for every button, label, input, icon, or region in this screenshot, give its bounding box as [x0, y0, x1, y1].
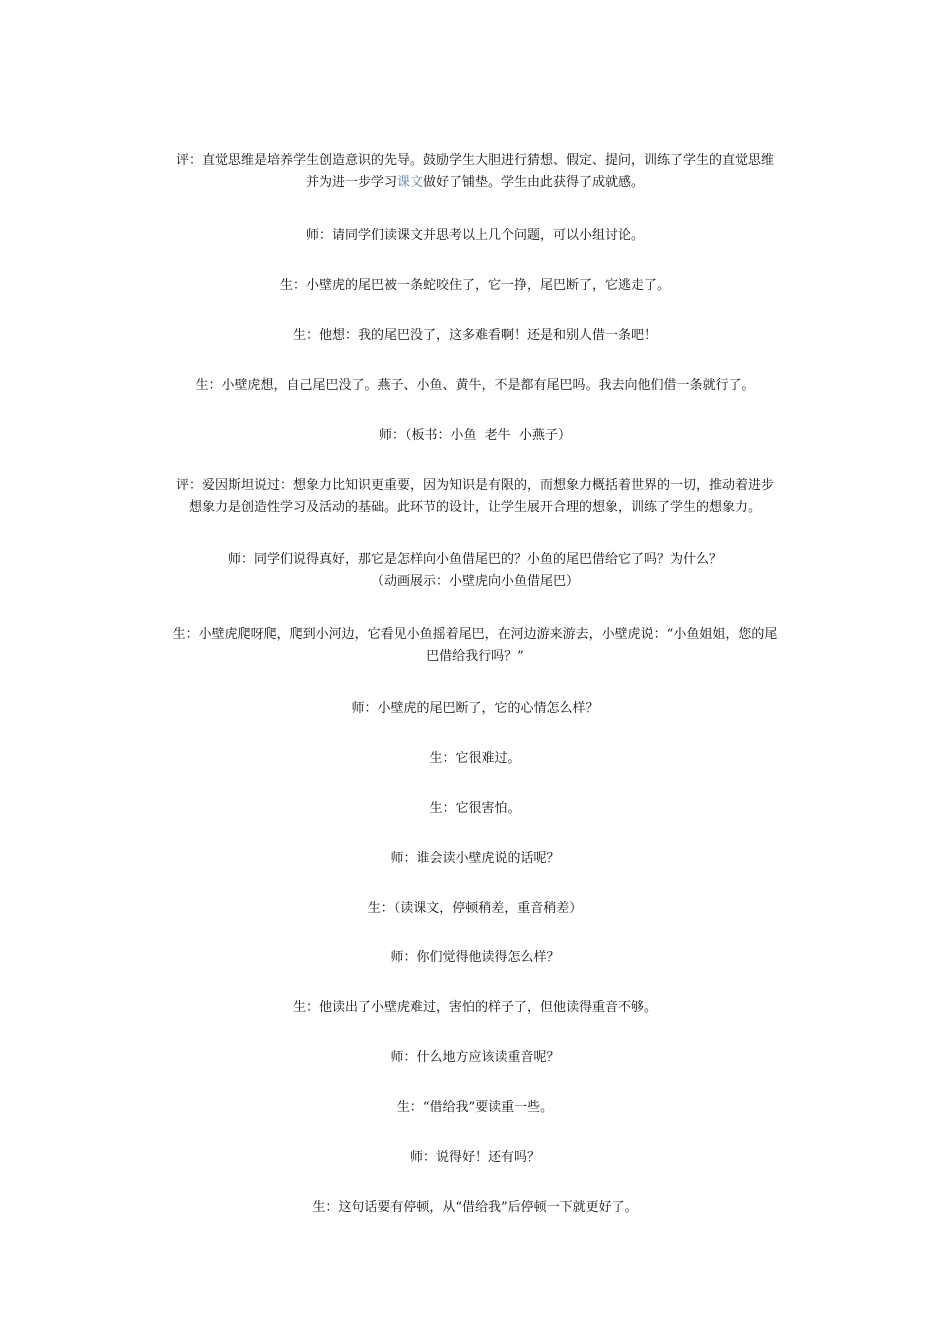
dialogue-teacher-line [150, 947, 800, 969]
dialogue-teacher-line [150, 698, 800, 720]
text-line: 生：他想：我的尾巴没了，这多难看啊！还是和别人借一条吧！ [292, 328, 657, 343]
lesson-text-link[interactable]: 课文 [396, 175, 423, 190]
text-line: 生：小壁虎想，自己尾巴没了。燕子、小鱼、黄牛，不是都有尾巴吗。我去向他们借一条就行了。 [195, 378, 755, 393]
text-line: 生：（读课文，停顿稍差，重音稍差） [367, 901, 583, 916]
dialogue-teacher-line [150, 848, 800, 870]
dialogue-teacher-line [150, 425, 800, 447]
comment-paragraph-imagination [150, 475, 800, 519]
dialogue-teacher-line [150, 549, 800, 593]
dialogue-student-line [150, 898, 800, 920]
text-line: 师：谁会读小壁虎说的话呢？ [390, 851, 560, 866]
text-line: 师：请同学们读课文并思考以上几个问题，可以小组讨论。 [305, 228, 644, 243]
text-line: 师：同学们说得真好，那它是怎样向小鱼借尾巴的？小鱼的尾巴借给它了吗？为什么？ [227, 552, 722, 567]
dialogue-teacher-line [150, 225, 800, 247]
text-line: 生：他读出了小壁虎难过，害怕的样子了，但他读得重音不够。 [292, 1000, 657, 1015]
text-segment: 做好了铺垫。学生由此获得了成就感。 [423, 175, 645, 190]
text-line: 生：小壁虎爬呀爬，爬到小河边，它看见小鱼摇着尾巴，在河边游来游去，小壁虎说：“小鱼姐姐，您的尾 [172, 627, 778, 642]
text-line: 巴借给我行吗？” [426, 649, 524, 664]
text-line: 评：直觉思维是培养学生创造意识的先导。鼓励学生大胆进行猜想、假定、提问，训练了学生的直觉思维 [175, 153, 774, 168]
dialogue-teacher-line [150, 1147, 800, 1169]
text-line: 师：什么地方应该读重音呢？ [390, 1050, 560, 1065]
text-line: 师：说得好！还有吗？ [409, 1150, 540, 1165]
text-line [150, 172, 800, 194]
dialogue-teacher-line [150, 1047, 800, 1069]
text-segment: 并为进一步学习 [305, 175, 397, 190]
text-line: 生：“借给我”要读重一些。 [396, 1100, 554, 1115]
dialogue-student-line [150, 624, 800, 668]
text-line: 生：小壁虎的尾巴被一条蛇咬住了，它一挣，尾巴断了，它逃走了。 [279, 278, 670, 293]
text-line: 生：它很难过。 [429, 751, 521, 766]
dialogue-student-line [150, 997, 800, 1019]
text-line: 师：小壁虎的尾巴断了，它的心情怎么样？ [351, 701, 599, 716]
comment-paragraph-intuition [150, 150, 800, 194]
text-line: 想象力是创造性学习及活动的基础。此环节的设计，让学生展开合理的想象，训练了学生的想象力。 [188, 500, 761, 515]
text-line: （动画展示：小壁虎向小鱼借尾巴） [370, 574, 579, 589]
text-line: 师：（板书：小鱼 老牛 小燕子） [378, 428, 572, 443]
text-line: 师：你们觉得他读得怎么样？ [390, 950, 560, 965]
dialogue-student-line [150, 275, 800, 297]
dialogue-student-line [150, 748, 800, 770]
dialogue-student-line [150, 798, 800, 820]
dialogue-student-line [150, 1197, 800, 1219]
dialogue-student-line [150, 1097, 800, 1119]
dialogue-student-line [150, 375, 800, 397]
text-line: 生：这句话要有停顿，从“借给我”后停顿一下就更好了。 [312, 1200, 638, 1215]
dialogue-student-line [150, 325, 800, 347]
text-line: 评：爱因斯坦说过：想象力比知识更重要，因为知识是有限的，而想象力概括着世界的一切，推动着进步 [175, 478, 774, 493]
text-line: 生：它很害怕。 [429, 801, 521, 816]
